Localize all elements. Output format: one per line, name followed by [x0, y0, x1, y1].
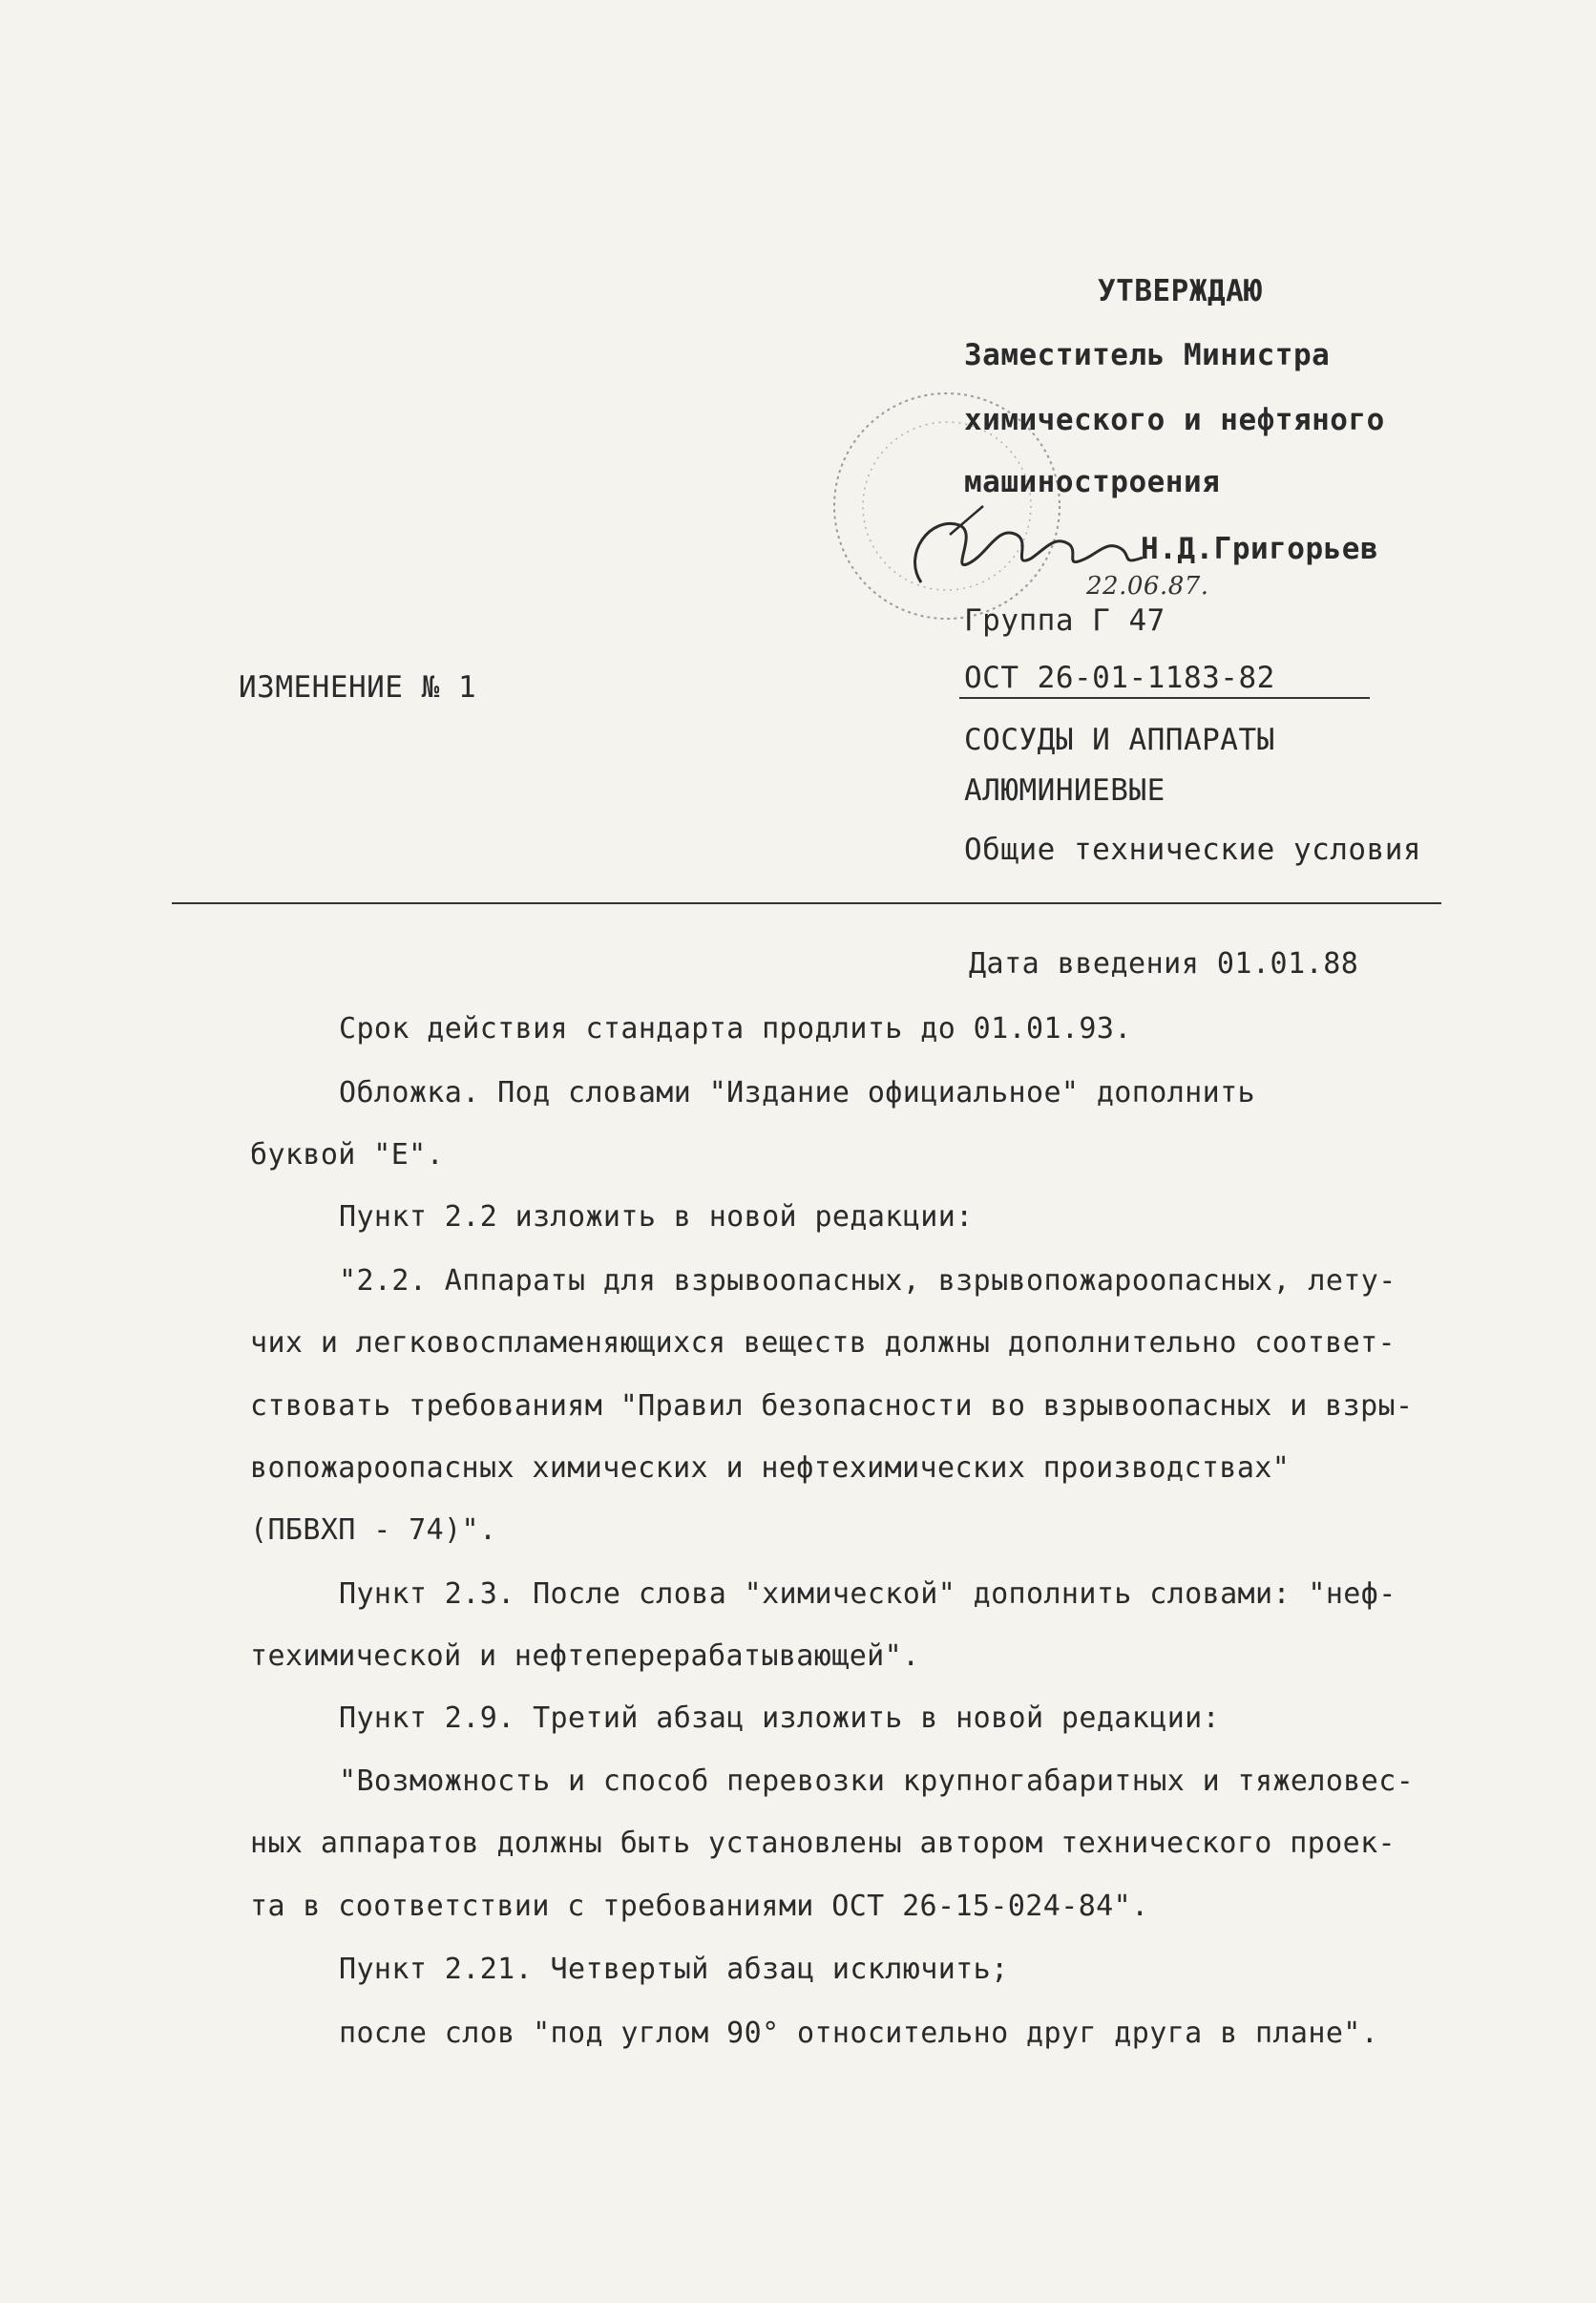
approval-group: Группа Г 47	[964, 603, 1166, 638]
body-line: техимической и нефтеперерабатывающей".	[250, 1639, 920, 1673]
body-line: Пункт 2.9. Третий абзац изложить в новой редакции:	[339, 1701, 1221, 1735]
body-line: буквой "Е".	[250, 1138, 445, 1172]
standard-subtitle: Общие технические условия	[964, 833, 1422, 867]
approval-position-line3: машиностроения	[964, 465, 1221, 499]
body-line: та в соответствии с требованиями ОСТ 26-15-024-84".	[250, 1890, 1149, 1923]
body-line: ствовать требованиям "Правил безопасности во взрывоопасных и взры-	[250, 1389, 1414, 1423]
standard-number: ОСТ 26-01-1183-82	[964, 661, 1275, 695]
body-line: "Возможность и способ перевозки крупногабаритных и тяжеловес-	[339, 1764, 1415, 1798]
body-line: вопожароопасных химических и нефтехимических производствах"	[250, 1451, 1291, 1485]
body-line: Срок действия стандарта продлить до 01.01.93.	[339, 1012, 1132, 1046]
body-line: чих и легковоспламеняющихся веществ должны дополнительно соответ-	[250, 1326, 1396, 1360]
approval-date-handwritten: 22.06.87.	[1086, 572, 1209, 601]
approval-position-line1: Заместитель Министра	[964, 338, 1331, 372]
approval-signer: Н.Д.Григорьев	[1141, 532, 1379, 566]
body-line: Пункт 2.3. После слова "химической" дополнить словами: "неф-	[339, 1577, 1396, 1611]
standard-title-line2: АЛЮМИНИЕВЫЕ	[964, 773, 1166, 808]
body-line: Пункт 2.21. Четвертый абзац исключить;	[339, 1953, 1009, 1986]
body-line: Обложка. Под словами "Издание официальное" дополнить	[339, 1076, 1255, 1109]
standard-title-line1: СОСУДЫ И АППАРАТЫ	[964, 723, 1275, 757]
approval-position-line2: химического и нефтяного	[964, 403, 1385, 437]
body-line: после слов "под углом 90° относительно друг друга в плане".	[339, 2017, 1379, 2050]
approval-title: УТВЕРЖДАЮ	[1098, 274, 1263, 308]
change-label: ИЗМЕНЕНИЕ № 1	[239, 670, 477, 705]
body-line: Пункт 2.2 изложить в новой редакции:	[339, 1200, 974, 1234]
header-divider	[172, 902, 1441, 904]
intro-date: Дата введения 01.01.88	[969, 947, 1359, 981]
standard-underline	[959, 697, 1370, 699]
body-line: ных аппаратов должны быть установлены автором технического проек-	[250, 1827, 1396, 1860]
body-line: "2.2. Аппараты для взрывоопасных, взрывопожароопасных, лету-	[339, 1264, 1396, 1298]
body-line: (ПБВХП - 74)".	[250, 1513, 497, 1547]
